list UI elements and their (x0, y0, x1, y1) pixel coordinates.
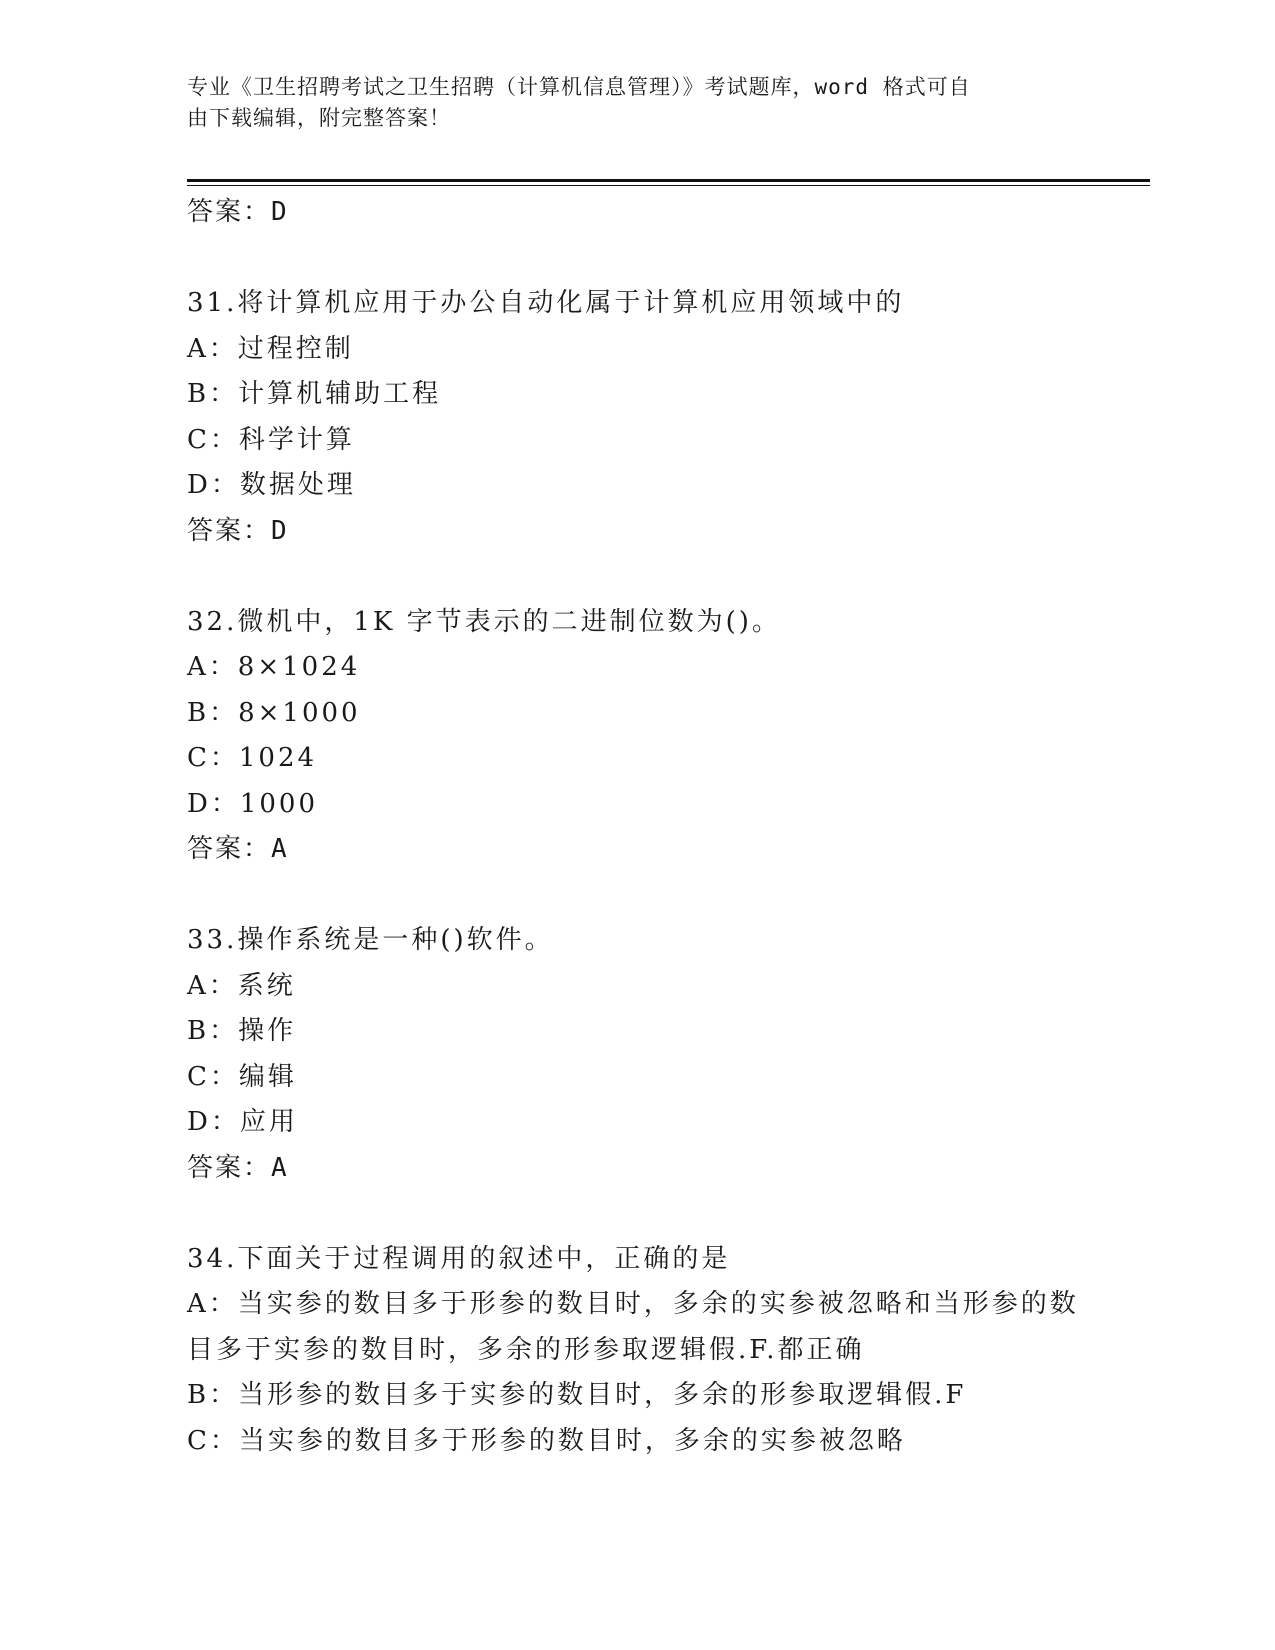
header-divider-thin (187, 185, 1150, 186)
option-c: C：编辑 (187, 1061, 297, 1092)
option-a-continued: 目多于实参的数目时，多余的形参取逻辑假.F.都正确 (187, 1334, 865, 1365)
answer-line: 答案：D (187, 515, 289, 546)
question-stem: 31.将计算机应用于办公自动化属于计算机应用领域中的 (187, 288, 905, 318)
option-a: A：系统 (187, 970, 296, 1001)
option-a: A：过程控制 (187, 333, 354, 364)
option-d: D：应用 (187, 1107, 298, 1137)
answer-line: 答案：D (187, 197, 289, 227)
option-b: B：计算机辅助工程 (187, 379, 442, 409)
question-stem: 34.下面关于过程调用的叙述中，正确的是 (187, 1243, 731, 1274)
header-divider-thick (187, 179, 1150, 182)
option-c: C：1024 (187, 743, 318, 773)
question-list (187, 190, 1087, 1464)
option-d: D：1000 (187, 788, 319, 819)
question-stem: 32.微机中，1K 字节表示的二进制位数为()。 (187, 606, 781, 637)
answer-line: 答案：A (187, 1152, 289, 1183)
header-line-2: 由下载编辑，附完整答案！ (187, 106, 451, 130)
option-d: D：数据处理 (187, 470, 356, 500)
question-34 (187, 1237, 1087, 1465)
option-c: C：当实参的数目多于形参的数目时，多余的实参被忽略 (187, 1425, 906, 1456)
question-33 (187, 918, 1087, 1191)
option-b: B：8×1000 (187, 697, 361, 728)
question-32 (187, 600, 1087, 873)
answer-line: 答案：A (187, 834, 289, 864)
document-header (187, 72, 1067, 134)
option-c: C：科学计算 (187, 424, 355, 455)
question-31 (187, 281, 1087, 554)
header-line-1: 专业《卫生招聘考试之卫生招聘（计算机信息管理）》考试题库，word 格式可自 (187, 75, 971, 99)
option-a: A：当实参的数目多于形参的数目时，多余的实参被忽略和当形参的数 (187, 1289, 1079, 1319)
option-b: B：操作 (187, 1016, 297, 1046)
option-b: B：当形参的数目多于实参的数目时，多余的形参取逻辑假.F (187, 1380, 967, 1410)
option-a: A：8×1024 (187, 652, 361, 682)
question-stem: 33.操作系统是一种()软件。 (187, 925, 554, 955)
